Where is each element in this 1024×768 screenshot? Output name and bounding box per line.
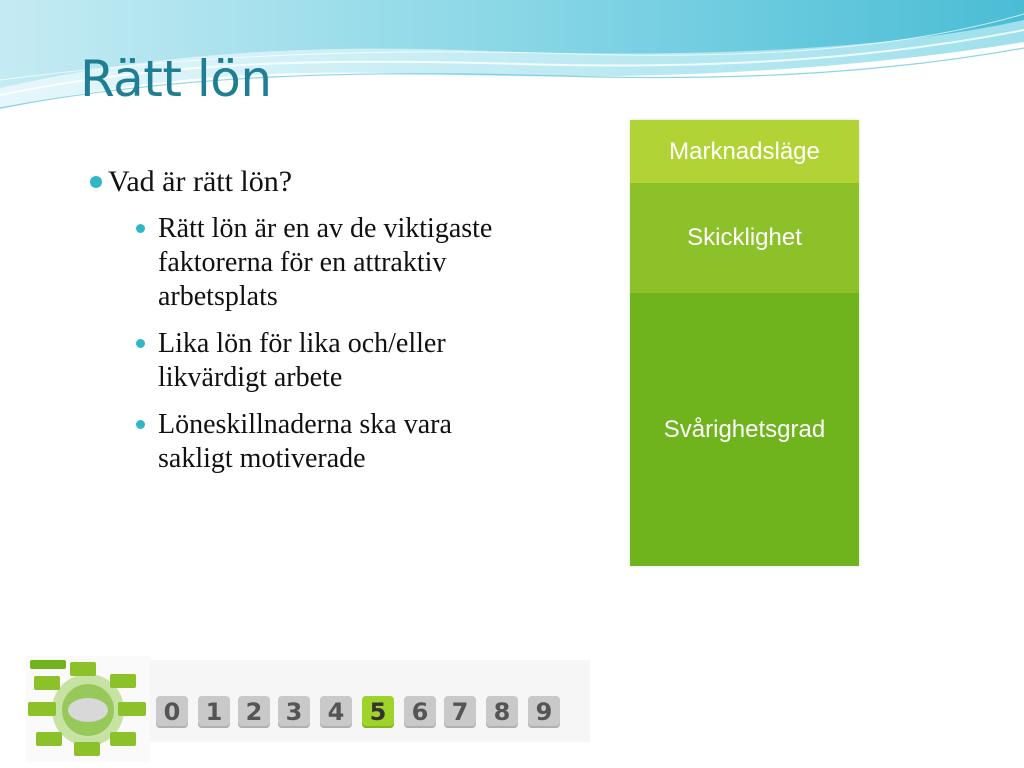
main-bullet-text: Vad är rätt lön? (108, 165, 293, 198)
stack-segment-marknadslage: Marknadsläge (630, 120, 859, 183)
nav-number-7[interactable]: 7 (444, 696, 476, 728)
nav-number-4[interactable]: 4 (320, 696, 352, 728)
bullet-dot-icon (136, 224, 145, 233)
bullet-dot-icon (90, 176, 102, 188)
nav-number-9[interactable]: 9 (528, 696, 560, 728)
nav-number-0[interactable]: 0 (156, 696, 188, 728)
salary-factor-stack (630, 120, 859, 566)
slide-title: Rätt lön (80, 50, 272, 108)
nav-number-1[interactable]: 1 (198, 696, 230, 728)
main-bullet (88, 162, 528, 202)
stack-segment-skicklighet: Skicklighet (630, 183, 859, 293)
bullet-dot-icon (136, 420, 145, 429)
bullet-dot-icon (136, 339, 145, 348)
process-wheel-diagram-icon (26, 656, 150, 762)
nav-number-6[interactable]: 6 (404, 696, 436, 728)
sub-bullet-text: Löneskillnaderna ska vara sakligt motiverade (158, 409, 452, 474)
nav-number-3[interactable]: 3 (278, 696, 310, 728)
bullet-list (88, 162, 528, 489)
sub-bullet (88, 212, 518, 314)
nav-number-2[interactable]: 2 (238, 696, 270, 728)
sub-bullet-list (88, 212, 528, 476)
sub-bullet (88, 327, 518, 395)
sub-bullet-text: Rätt lön är en av de viktigaste faktorerna för en attraktiv arbetsplats (158, 213, 493, 312)
sub-bullet-text: Lika lön för lika och/eller likvärdigt arbete (158, 328, 446, 393)
nav-number-8[interactable]: 8 (486, 696, 518, 728)
stack-segment-svarighetsgrad: Svårighetsgrad (630, 293, 859, 566)
sub-bullet (88, 408, 518, 476)
chapter-number-nav (150, 660, 590, 742)
nav-number-5-active[interactable]: 5 (362, 696, 394, 728)
